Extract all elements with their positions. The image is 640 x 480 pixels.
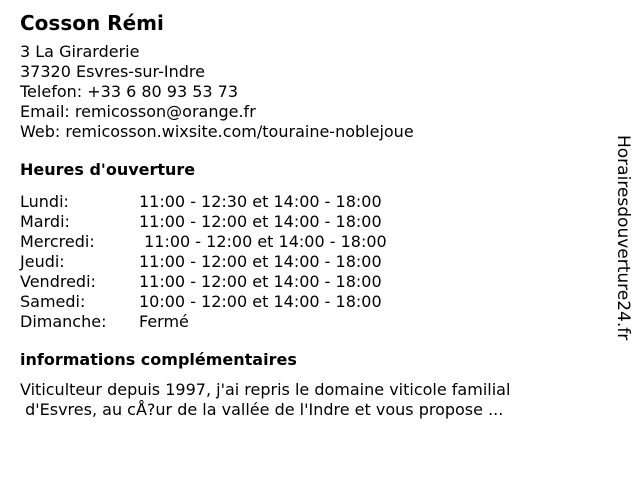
- hours-day: Lundi:: [20, 192, 69, 211]
- phone-number: Telefon: +33 6 80 93 53 73: [20, 82, 239, 101]
- business-name: Cosson Rémi: [20, 11, 164, 35]
- address-street: 3 La Girarderie: [20, 42, 140, 61]
- hours-day: Jeudi:: [20, 252, 65, 271]
- hours-row: [20, 212, 387, 232]
- hours-time: 11:00 - 12:00 et 14:00 - 18:00: [139, 232, 387, 251]
- hours-time: 10:00 - 12:00 et 14:00 - 18:00: [139, 292, 382, 311]
- hours-row: [20, 312, 387, 332]
- hours-table: [20, 192, 387, 332]
- email-address: Email: remicosson@orange.fr: [20, 102, 256, 121]
- info-text-line: d'Esvres, au cÅ?ur de la vallée de l'Indre et vous propose ...: [20, 400, 504, 419]
- address-city: 37320 Esvres-sur-Indre: [20, 62, 205, 81]
- business-card: [20, 10, 600, 420]
- hours-time: 11:00 - 12:00 et 14:00 - 18:00: [139, 252, 382, 271]
- hours-heading: Heures d'ouverture: [20, 160, 196, 179]
- site-watermark: [613, 135, 633, 371]
- hours-row: [20, 232, 387, 252]
- hours-day: Vendredi:: [20, 272, 96, 291]
- hours-day: Samedi:: [20, 292, 86, 311]
- info-text-line: Viticulteur depuis 1997, j'ai repris le domaine viticole familial: [20, 380, 511, 399]
- hours-row: [20, 292, 387, 312]
- hours-row: [20, 272, 387, 292]
- hours-day: Dimanche:: [20, 312, 107, 331]
- hours-row: [20, 252, 387, 272]
- hours-time: 11:00 - 12:00 et 14:00 - 18:00: [139, 212, 382, 231]
- hours-row: [20, 192, 387, 212]
- site-watermark-text: Horairesdouverture24.fr: [613, 135, 633, 341]
- hours-day: Mardi:: [20, 212, 70, 231]
- info-heading: informations complémentaires: [20, 350, 297, 369]
- hours-time: 11:00 - 12:00 et 14:00 - 18:00: [139, 272, 382, 291]
- hours-time: Fermé: [139, 312, 189, 331]
- website-url: Web: remicosson.wixsite.com/touraine-noblejoue: [20, 122, 414, 141]
- hours-time: 11:00 - 12:30 et 14:00 - 18:00: [139, 192, 382, 211]
- hours-day: Mercredi:: [20, 232, 95, 251]
